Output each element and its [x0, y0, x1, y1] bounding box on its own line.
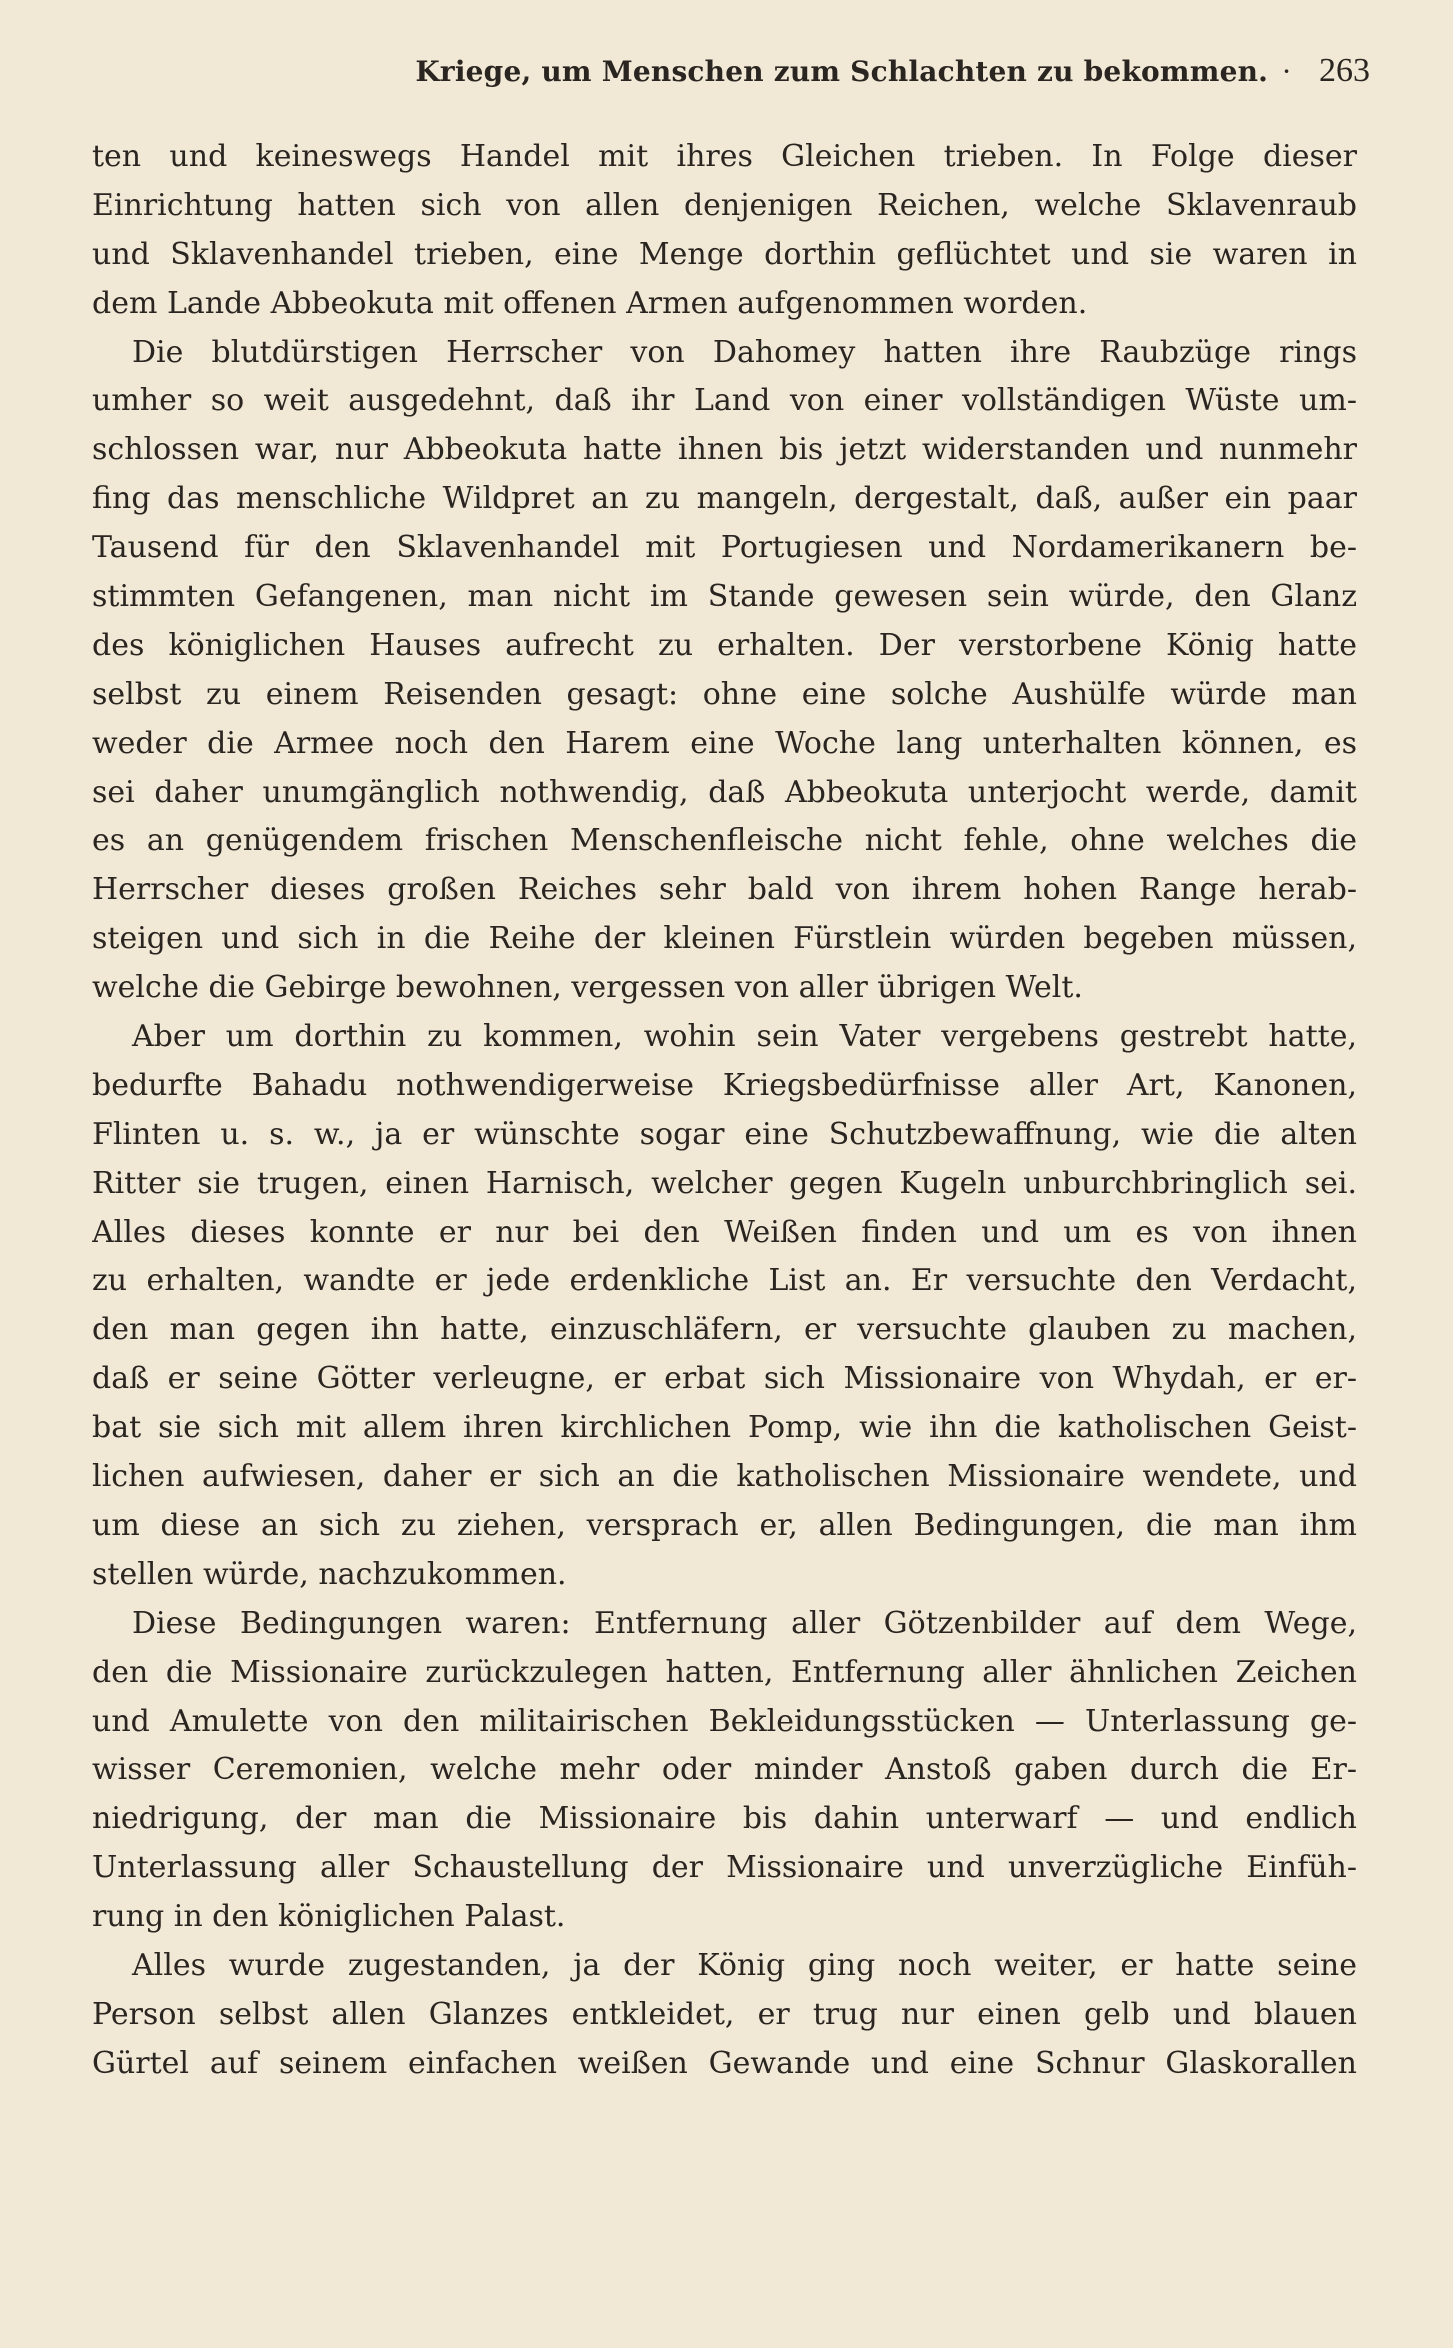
text-line: des königlichen Hauses aufrecht zu erhalten. Der verstorbene König hatte [92, 627, 1357, 663]
text-line: Herrscher dieses großen Reiches sehr bald von ihrem hohen Range herab- [92, 872, 1357, 908]
text-line: sei daher unumgänglich nothwendig, daß Abbeokuta unterjocht werde, damit [92, 774, 1357, 810]
text-line: welche die Gebirge bewohnen, vergessen von aller übrigen Welt. [92, 970, 1083, 1006]
text-line: Einrichtung hatten sich von allen denjenigen Reichen, welche Sklavenraub [92, 187, 1357, 223]
text-line: Unterlassung aller Schaustellung der Missionaire und unverzügliche Einfüh- [92, 1850, 1357, 1886]
text-line: Flinten u. s. w., ja er wünschte sogar eine Schutzbewaffnung, wie die alten [92, 1116, 1357, 1152]
text-line: es an genügendem frischen Menschenfleische nicht fehle, ohne welches die [92, 823, 1357, 859]
text-line: Tausend für den Sklavenhandel mit Portugiesen und Nordamerikanern be- [92, 530, 1357, 566]
text-line: um diese an sich zu ziehen, versprach er, allen Bedingungen, die man ihm [92, 1507, 1357, 1543]
text-line: steigen und sich in die Reihe der kleinen Fürstlein würden begeben müssen, [92, 921, 1357, 957]
text-line: schlossen war, nur Abbeokuta hatte ihnen bis jetzt widerstanden und nunmehr [92, 432, 1357, 468]
text-line: den man gegen ihn hatte, einzuschläfern, er versuchte glauben zu machen, [92, 1312, 1357, 1348]
text-line: wisser Ceremonien, welche mehr oder minder Anstoß gaben durch die Er- [92, 1752, 1357, 1788]
text-line: daß er seine Götter verleugne, er erbat sich Missionaire von Whydah, er er- [92, 1361, 1357, 1397]
text-line: Ritter sie trugen, einen Harnisch, welcher gegen Kugeln unburchbringlich sei. [92, 1165, 1357, 1201]
text-line: Alles dieses konnte er nur bei den Weißen finden und um es von ihnen [92, 1214, 1357, 1250]
running-title: Kriege, um Menschen zum Schlachten zu bekommen. [415, 55, 1269, 88]
text-line: stimmten Gefangenen, man nicht im Stande gewesen sein würde, den Glanz [92, 579, 1357, 615]
text-line: den die Missionaire zurückzulegen hatten, Entfernung aller ähnlichen Zeichen [92, 1654, 1357, 1690]
text-line: Alles wurde zugestanden, ja der König ging noch weiter, er hatte seine [132, 1947, 1357, 1983]
text-line: ten und keineswegs Handel mit ihres Gleichen trieben. In Folge dieser [92, 139, 1357, 174]
text-line: niedrigung, der man die Missionaire bis dahin unterwarf — und endlich [92, 1801, 1357, 1837]
text-line: Aber um dorthin zu kommen, wohin sein Vater vergebens gestrebt hatte, [132, 1019, 1357, 1055]
text-line: dem Lande Abbeokuta mit offenen Armen aufgenommen worden. [92, 285, 1088, 321]
page-number: 263 [1319, 52, 1370, 89]
running-separator: · [1282, 55, 1291, 88]
text-line: selbst zu einem Reisenden gesagt: ohne eine solche Aushülfe würde man [92, 676, 1357, 712]
body-text [92, 133, 1357, 2089]
text-line: Person selbst allen Glanzes entkleidet, er trug nur einen gelb und blauen [92, 1996, 1357, 2032]
text-line: bedurfte Bahadu nothwendigerweise Kriegsbedürfnisse aller Art, Kanonen, [92, 1067, 1357, 1103]
text-line: stellen würde, nachzukommen. [92, 1556, 567, 1592]
text-line: und Sklavenhandel trieben, eine Menge dorthin geflüchtet und sie waren in [92, 236, 1357, 272]
text-line: fing das menschliche Wildpret an zu mangeln, dergestalt, daß, außer ein paar [92, 481, 1357, 517]
text-line: Die blutdürstigen Herrscher von Dahomey hatten ihre Raubzüge rings [132, 334, 1357, 370]
text-line: Gürtel auf seinem einfachen weißen Gewande und eine Schnur Glaskorallen [92, 2045, 1357, 2081]
text-line: und Amulette von den militairischen Bekleidungsstücken — Unterlassung ge- [92, 1703, 1357, 1739]
text-line: weder die Armee noch den Harem eine Woche lang unterhalten können, es [92, 725, 1357, 761]
text-line: lichen aufwiesen, daher er sich an die katholischen Missionaire wendete, und [92, 1459, 1357, 1495]
text-line: zu erhalten, wandte er jede erdenkliche List an. Er versuchte den Verdacht, [92, 1263, 1357, 1299]
text-line: bat sie sich mit allem ihren kirchlichen Pomp, wie ihn die katholischen Geist- [92, 1410, 1357, 1446]
text-line: umher so weit ausgedehnt, daß ihr Land von einer vollständigen Wüste um- [92, 383, 1357, 419]
text-line: rung in den königlichen Palast. [92, 1899, 566, 1935]
running-head [330, 52, 1370, 108]
text-line: Diese Bedingungen waren: Entfernung aller Götzenbilder auf dem Wege, [132, 1605, 1357, 1641]
